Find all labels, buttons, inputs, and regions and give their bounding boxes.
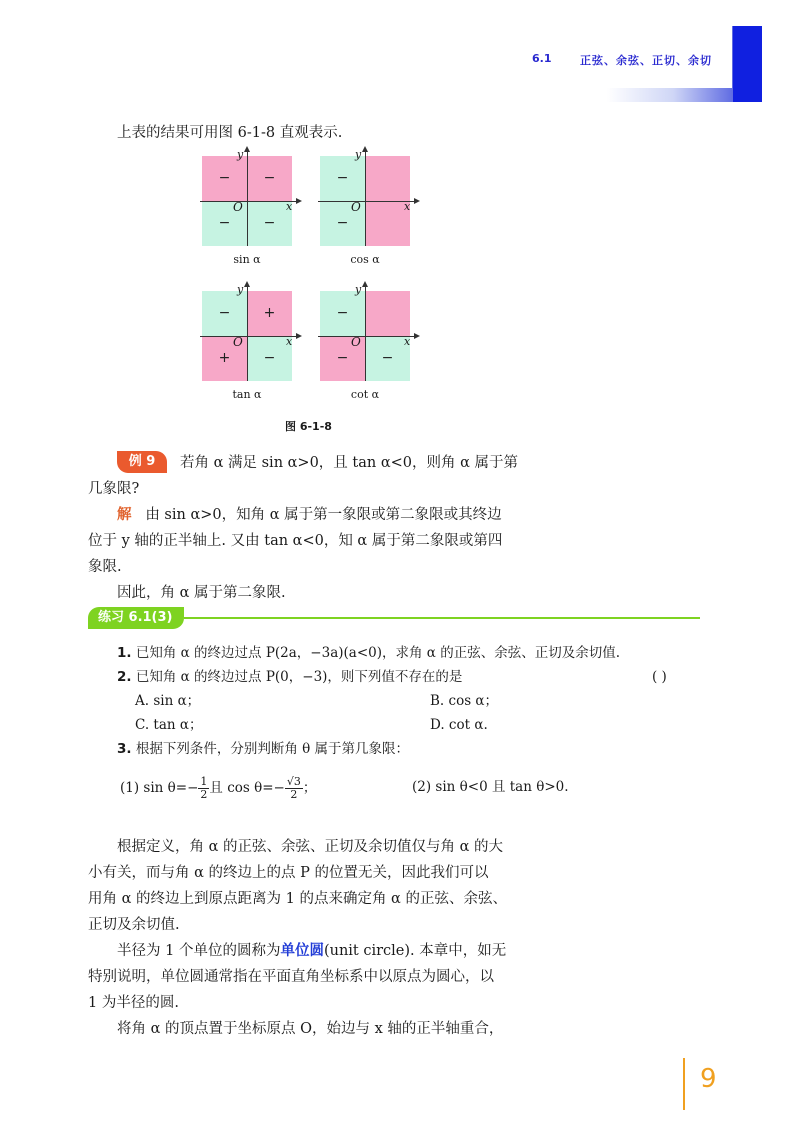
term-unit-circle: 单位圆 <box>280 942 324 959</box>
header-blue-block <box>733 26 762 102</box>
example-question-line-2: 几象限? <box>88 481 140 497</box>
body-line-5a: 半径为 1 个单位的圆称为 <box>117 943 281 959</box>
fraction-denominator: 2 <box>290 788 298 801</box>
condition-2: (2) sin θ<0 且 tan θ>0. <box>412 779 569 795</box>
x-arrow-icon <box>414 198 420 204</box>
quadrant-1 <box>365 156 410 201</box>
y-label: y <box>237 283 244 296</box>
body-line-5c: (unit circle). 本章中，如无 <box>323 943 507 959</box>
x-label: x <box>404 200 411 213</box>
origin-label: O <box>351 335 361 349</box>
sign-q4: − <box>263 350 276 366</box>
sign-q2: − <box>336 305 349 321</box>
section-number: 6.1 <box>532 52 552 65</box>
sign-q1: − <box>263 170 276 186</box>
fraction-numerator: √3 <box>286 775 301 788</box>
figure-cos <box>320 148 411 246</box>
solution-label: 解 <box>117 506 132 523</box>
exercise-3-text: 根据下列条件，分别判断角 θ 属于第几象限： <box>135 741 410 757</box>
sign-q2: − <box>336 170 349 186</box>
sign-q4: − <box>263 215 276 231</box>
sign-q2: − <box>218 170 231 186</box>
x-label: x <box>286 200 293 213</box>
figure-caption: 图 6-1-8 <box>285 420 332 433</box>
fraction-numerator: 1 <box>200 775 208 788</box>
y-axis <box>247 285 248 381</box>
x-arrow-icon <box>296 333 302 339</box>
exercise-1 <box>117 642 620 664</box>
option-b: B. cos α； <box>430 693 499 709</box>
x-axis <box>200 201 298 202</box>
example-badge: 例 9 <box>117 451 167 473</box>
option-a: A. sin α； <box>135 693 201 709</box>
exercise-1-text: 已知角 α 的终边过点 P(2a，−3a)(a<0)，求角 α 的正弦、余弦、正切及余切值. <box>135 645 620 661</box>
option-c: C. tan α； <box>135 717 203 733</box>
example-question-line-1: 若角 α 满足 sin α>0，且 tan α<0，则角 α 属于第 <box>180 455 519 471</box>
x-axis <box>200 336 298 337</box>
y-label: y <box>237 148 244 161</box>
body-line-7: 1 为半径的圆. <box>88 995 179 1011</box>
x-label: x <box>286 335 293 348</box>
exercise-2-number: 2. <box>117 669 132 685</box>
sign-q3: − <box>336 215 349 231</box>
solution-line-4: 因此，角 α 属于第二象限. <box>117 585 286 601</box>
solution-line-1 <box>117 502 502 528</box>
exercise-3-number: 3. <box>117 741 132 757</box>
solution-text-1: 由 sin α>0，知角 α 属于第一象限或第二象限或其终边 <box>145 507 502 523</box>
option-d: D. cot α. <box>430 717 488 733</box>
sign-q4: − <box>381 350 394 366</box>
answer-paren: ( ) <box>652 669 667 685</box>
y-arrow-icon <box>362 281 368 287</box>
section-title: 正弦、余弦、正切、余切 <box>580 54 712 67</box>
body-line-3: 用角 α 的终边上到原点距离为 1 的点来确定角 α 的正弦、余弦、 <box>88 891 507 907</box>
body-line-5 <box>117 938 506 964</box>
origin-label: O <box>233 200 243 214</box>
y-label: y <box>355 148 362 161</box>
exercise-2 <box>117 666 462 688</box>
exercise-badge: 练习 6.1(3) <box>88 607 184 629</box>
intro-text: 上表的结果可用图 6-1-8 直观表示. <box>117 125 343 141</box>
y-axis <box>247 150 248 246</box>
body-line-2: 小有关，而与角 α 的终边上的点 P 的位置无关，因此我们可以 <box>88 865 489 881</box>
condition-1-pre: (1) sin θ=− <box>120 780 199 796</box>
y-axis <box>365 285 366 381</box>
body-line-4: 正切及余切值. <box>88 917 180 933</box>
caption-sin: sin α <box>233 253 261 266</box>
sign-q3: − <box>218 215 231 231</box>
caption-cot: cot α <box>350 388 380 401</box>
exercise-2-text: 已知角 α 的终边过点 P(0，−3)，则下列值不存在的是 <box>135 669 463 685</box>
y-arrow-icon <box>244 281 250 287</box>
sign-q3: − <box>336 350 349 366</box>
origin-label: O <box>351 200 361 214</box>
x-label: x <box>404 335 411 348</box>
origin-label: O <box>233 335 243 349</box>
body-line-6: 特别说明，单位圆通常指在平面直角坐标系中以原点为圆心，以 <box>88 969 494 985</box>
condition-1-mid: 且 cos θ=− <box>209 780 285 796</box>
solution-line-3: 象限. <box>88 559 122 575</box>
x-arrow-icon <box>414 333 420 339</box>
exercise-divider <box>184 617 700 619</box>
page-number-divider <box>683 1058 685 1110</box>
body-line-1: 根据定义，角 α 的正弦、余弦、正切及余切值仅与角 α 的大 <box>117 839 504 855</box>
page-number: 9 <box>700 1064 717 1094</box>
caption-cos: cos α <box>350 253 380 266</box>
sign-q3: + <box>218 350 231 366</box>
sign-q2: − <box>218 305 231 321</box>
exercise-1-number: 1. <box>117 645 132 661</box>
y-arrow-icon <box>362 146 368 152</box>
condition-1 <box>120 776 316 801</box>
figure-cot <box>320 283 411 381</box>
fraction-denominator: 2 <box>200 788 208 801</box>
y-axis <box>365 150 366 246</box>
caption-tan: tan α <box>232 388 262 401</box>
fraction-half <box>198 776 209 801</box>
x-axis <box>318 336 416 337</box>
y-label: y <box>355 283 362 296</box>
quadrant-1 <box>365 291 410 336</box>
figure-tan <box>202 283 293 381</box>
x-axis <box>318 201 416 202</box>
fraction-sqrt3-half <box>285 776 303 801</box>
condition-1-end: ； <box>302 780 317 796</box>
body-line-8: 将角 α 的顶点置于坐标原点 O，始边与 x 轴的正半轴重合， <box>117 1021 504 1037</box>
y-arrow-icon <box>244 146 250 152</box>
sign-q1: + <box>263 305 276 321</box>
figure-sin <box>202 148 293 246</box>
x-arrow-icon <box>296 198 302 204</box>
exercise-3 <box>117 738 409 760</box>
solution-line-2: 位于 y 轴的正半轴上. 又由 tan α<0，知 α 属于第二象限或第四 <box>88 533 503 549</box>
